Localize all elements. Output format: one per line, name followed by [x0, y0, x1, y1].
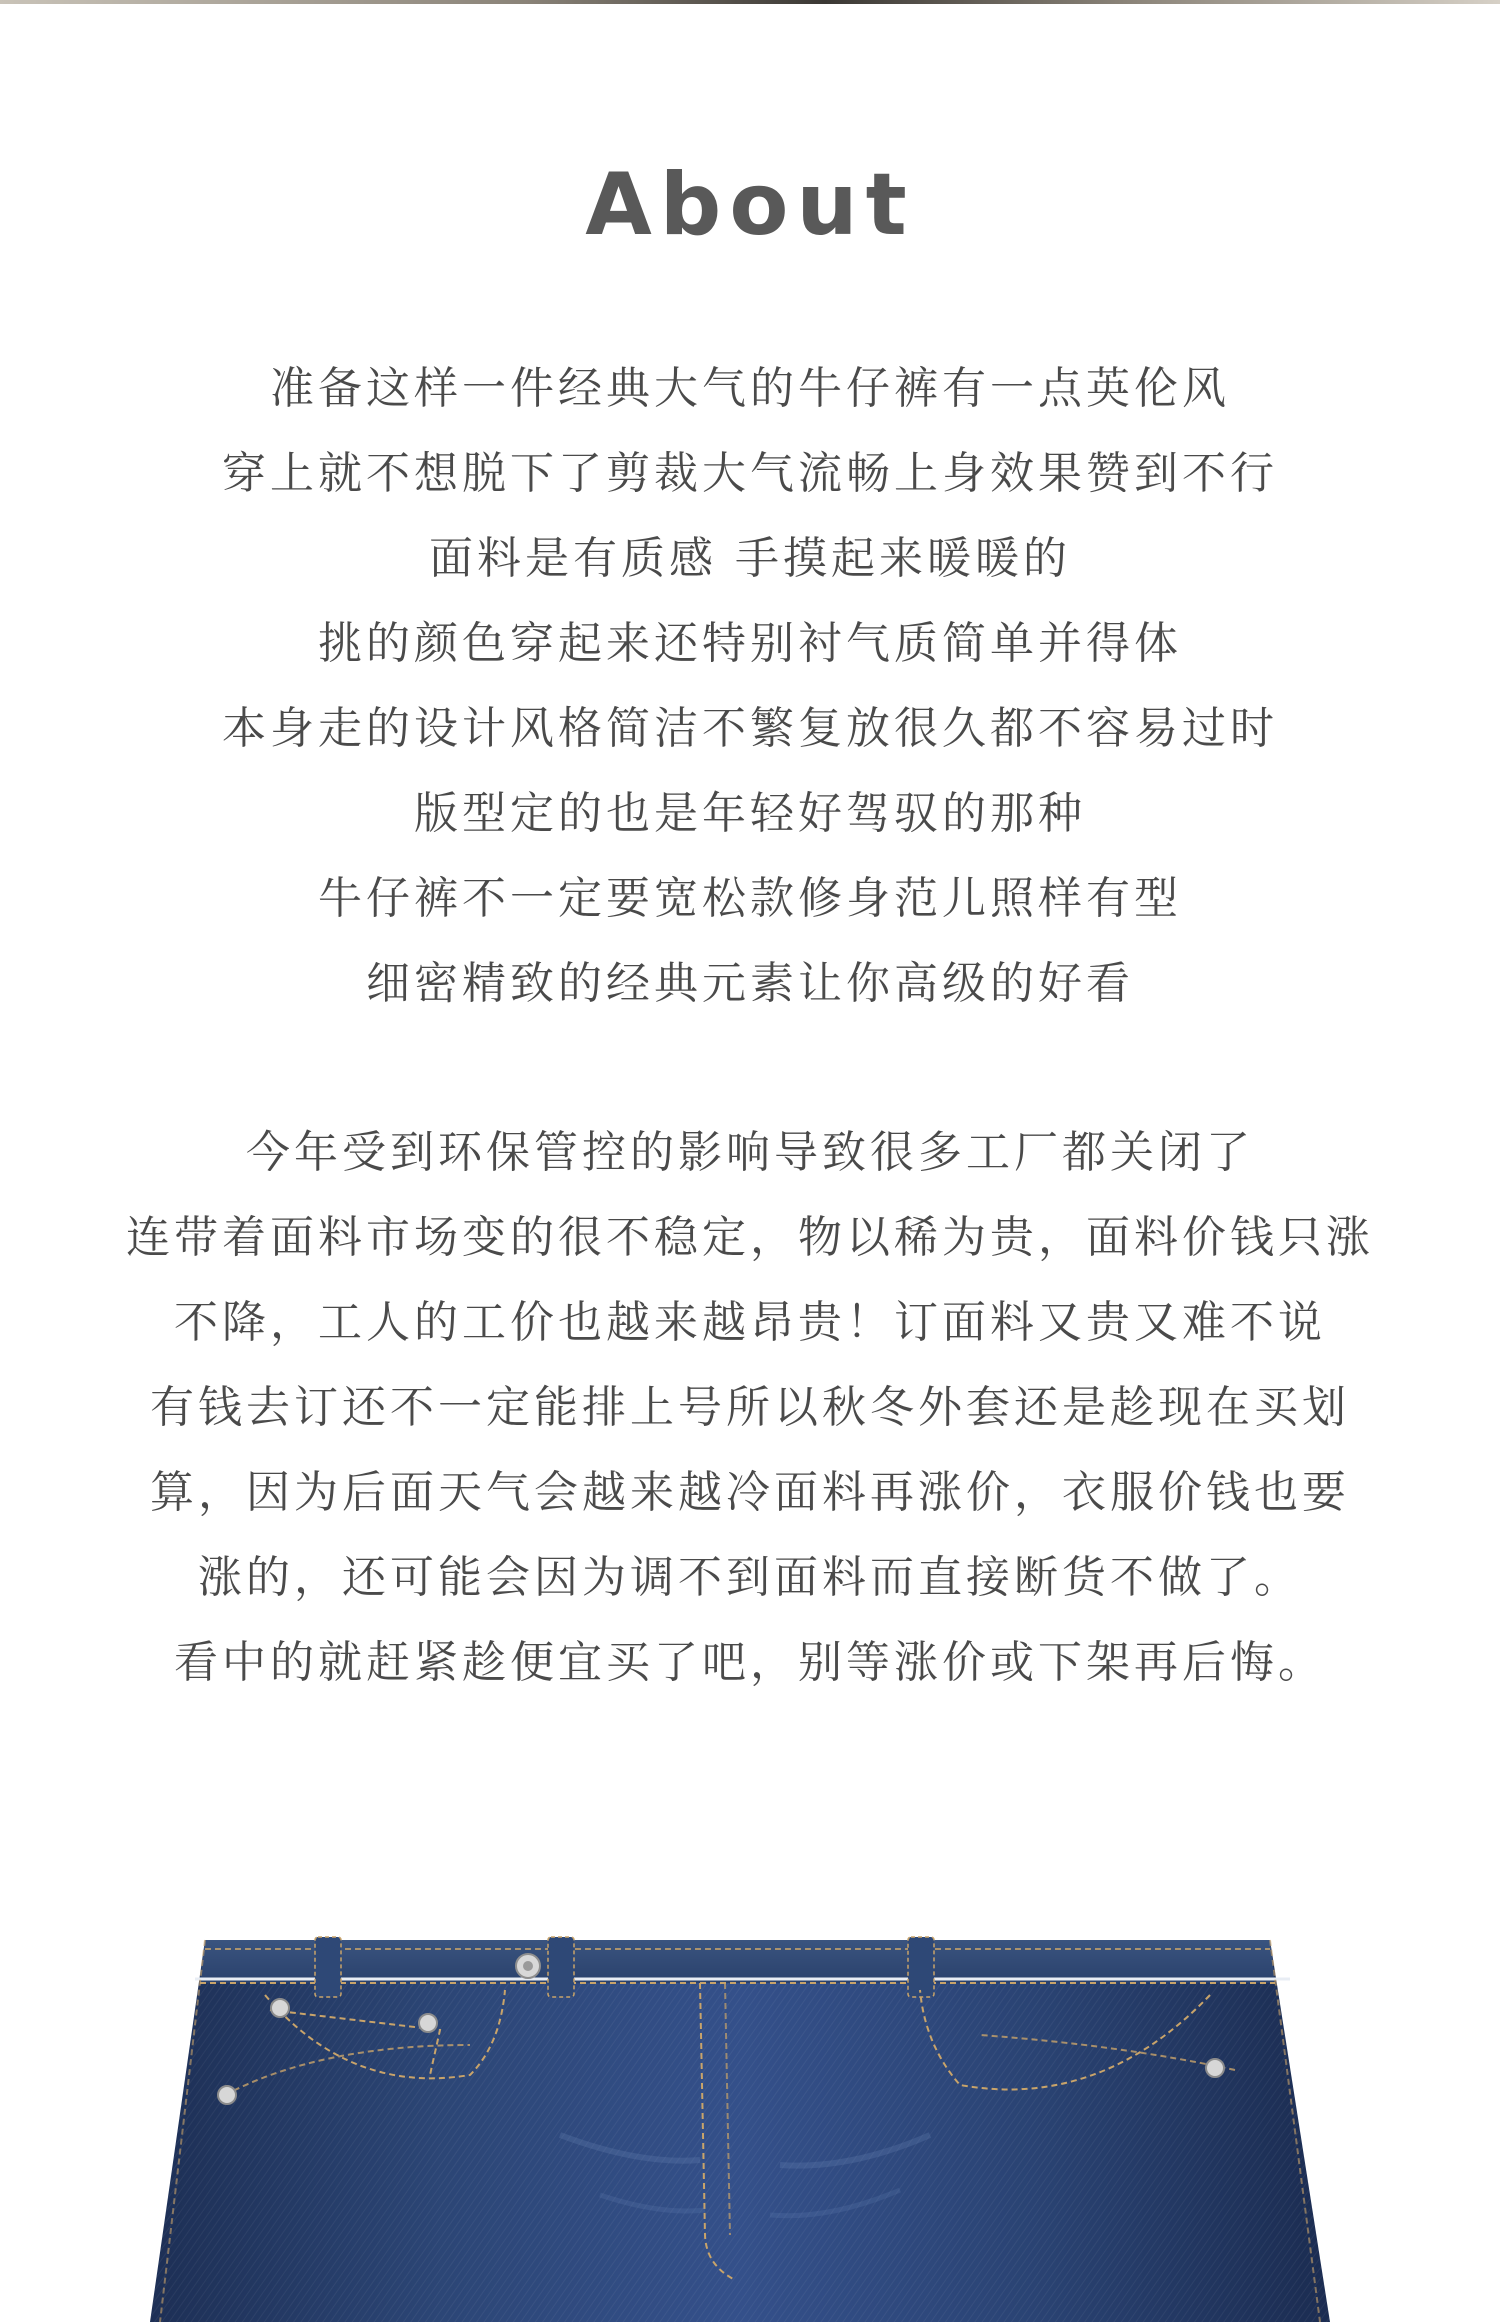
- paragraph-line: 算，因为后面天气会越来越冷面料再涨价，衣服价钱也要: [150, 1467, 1350, 1518]
- description-paragraph: [0, 346, 1500, 1026]
- paragraph-line: 准备这样一件经典大气的牛仔裤有一点英伦风: [270, 363, 1230, 414]
- jeans-waistband: [200, 1940, 1275, 1983]
- top-divider-strip: [0, 0, 1500, 4]
- paragraph-line: 不降，工人的工价也越来越昂贵！订面料又贵又难不说: [174, 1297, 1326, 1348]
- paragraph-line: 今年受到环保管控的影响导致很多工厂都关闭了: [246, 1127, 1254, 1178]
- jeans-product-photo: [0, 1935, 1500, 2322]
- paragraph-line: 细密精致的经典元素让你高级的好看: [366, 958, 1134, 1009]
- paragraph-line: 本身走的设计风格简洁不繁复放很久都不容易过时: [222, 703, 1278, 754]
- paragraph-line: 穿上就不想脱下了剪裁大气流畅上身效果赞到不行: [222, 448, 1278, 499]
- paragraph-line: 涨的，还可能会因为调不到面料而直接断货不做了。: [198, 1552, 1302, 1603]
- paragraph-line: 面料是有质感 手摸起来暖暖的: [429, 533, 1071, 584]
- paragraph-line: 看中的就赶紧趁便宜买了吧，别等涨价或下架再后悔。: [174, 1637, 1326, 1688]
- section-title: About: [585, 155, 915, 255]
- paragraph-line: 有钱去订还不一定能排上号所以秋冬外套还是趁现在买划: [150, 1382, 1350, 1433]
- notice-paragraph: [0, 1110, 1500, 1705]
- paragraph-line: 版型定的也是年轻好驾驭的那种: [414, 788, 1086, 839]
- paragraph-line: 挑的颜色穿起来还特别衬气质简单并得体: [318, 618, 1182, 669]
- paragraph-line: 连带着面料市场变的很不稳定，物以稀为贵，面料价钱只涨: [126, 1212, 1374, 1263]
- paragraph-line: 牛仔裤不一定要宽松款修身范儿照样有型: [318, 873, 1182, 924]
